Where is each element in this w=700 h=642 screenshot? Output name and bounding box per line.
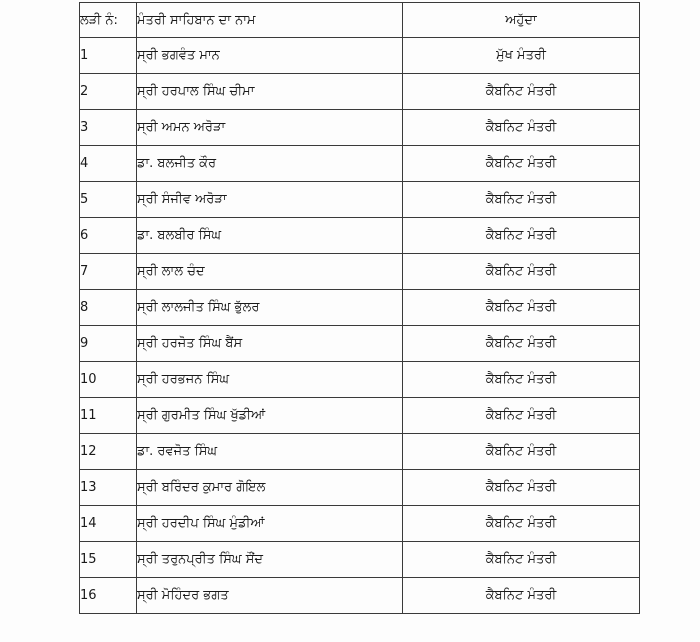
table-body <box>80 38 640 614</box>
table-header <box>80 3 640 38</box>
designation-cell: ਕੈਬਨਿਟ ਮੰਤਰੀ <box>403 110 640 146</box>
serial-number-cell: 3 <box>80 110 137 146</box>
designation-header: ਅਹੁੱਦਾ <box>403 3 640 38</box>
minister-name-cell: ਸ੍ਰੀ ਮੋਹਿੰਦਰ ਭਗਤ <box>137 578 403 614</box>
table-row <box>80 146 640 182</box>
table-row <box>80 38 640 74</box>
table-row <box>80 470 640 506</box>
designation-cell: ਕੈਬਨਿਟ ਮੰਤਰੀ <box>403 578 640 614</box>
minister-name-cell: ਸ੍ਰੀ ਲਾਲ ਚੰਦ <box>137 254 403 290</box>
serial-number-cell: 6 <box>80 218 137 254</box>
minister-name-cell: ਡਾ. ਬਲਜੀਤ ਕੌਰ <box>137 146 403 182</box>
minister-name-cell: ਸ੍ਰੀ ਸੰਜੀਵ ਅਰੋੜਾ <box>137 182 403 218</box>
minister-name-cell: ਸ੍ਰੀ ਹਰਜੋਤ ਸਿੰਘ ਬੈਂਸ <box>137 326 403 362</box>
table-row <box>80 290 640 326</box>
designation-cell: ਕੈਬਨਿਟ ਮੰਤਰੀ <box>403 362 640 398</box>
serial-number-cell: 14 <box>80 506 137 542</box>
table-row <box>80 398 640 434</box>
designation-cell: ਕੈਬਨਿਟ ਮੰਤਰੀ <box>403 326 640 362</box>
minister-name-cell: ਸ੍ਰੀ ਹਰਭਜਨ ਸਿੰਘ <box>137 362 403 398</box>
table-row <box>80 74 640 110</box>
minister-name-cell: ਡਾ. ਬਲਬੀਰ ਸਿੰਘ <box>137 218 403 254</box>
minister-name-cell: ਸ੍ਰੀ ਅਮਨ ਅਰੋੜਾ <box>137 110 403 146</box>
minister-name-cell: ਸ੍ਰੀ ਹਰਪਾਲ ਸਿੰਘ ਚੀਮਾ <box>137 74 403 110</box>
designation-cell: ਮੁੱਖ ਮੰਤਰੀ <box>403 38 640 74</box>
designation-cell: ਕੈਬਨਿਟ ਮੰਤਰੀ <box>403 542 640 578</box>
minister-name-cell: ਸ੍ਰੀ ਭਗਵੰਤ ਮਾਨ <box>137 38 403 74</box>
serial-number-cell: 8 <box>80 290 137 326</box>
table-row <box>80 506 640 542</box>
serial-number-cell: 5 <box>80 182 137 218</box>
serial-number-cell: 4 <box>80 146 137 182</box>
serial-number-cell: 13 <box>80 470 137 506</box>
serial-number-cell: 16 <box>80 578 137 614</box>
designation-cell: ਕੈਬਨਿਟ ਮੰਤਰੀ <box>403 290 640 326</box>
designation-cell: ਕੈਬਨਿਟ ਮੰਤਰੀ <box>403 434 640 470</box>
ministers-table <box>79 2 640 614</box>
serial-number-cell: 9 <box>80 326 137 362</box>
designation-cell: ਕੈਬਨਿਟ ਮੰਤਰੀ <box>403 506 640 542</box>
table-row <box>80 362 640 398</box>
serial-number-cell: 7 <box>80 254 137 290</box>
serial-number-cell: 15 <box>80 542 137 578</box>
designation-cell: ਕੈਬਨਿਟ ਮੰਤਰੀ <box>403 182 640 218</box>
table-row <box>80 434 640 470</box>
minister-name-cell: ਸ੍ਰੀ ਬਰਿੰਦਰ ਕੁਮਾਰ ਗੋਇਲ <box>137 470 403 506</box>
serial-number-cell: 10 <box>80 362 137 398</box>
table-row <box>80 218 640 254</box>
serial-number-header: ਲੜੀ ਨੰ: <box>80 3 137 38</box>
minister-name-cell: ਸ੍ਰੀ ਗੁਰਮੀਤ ਸਿੰਘ ਖੁੱਡੀਆਂ <box>137 398 403 434</box>
designation-cell: ਕੈਬਨਿਟ ਮੰਤਰੀ <box>403 398 640 434</box>
designation-cell: ਕੈਬਨਿਟ ਮੰਤਰੀ <box>403 218 640 254</box>
table-row <box>80 182 640 218</box>
minister-name-cell: ਡਾ. ਰਵਜੋਤ ਸਿੰਘ <box>137 434 403 470</box>
table-row <box>80 578 640 614</box>
header-row <box>80 3 640 38</box>
serial-number-cell: 11 <box>80 398 137 434</box>
serial-number-cell: 2 <box>80 74 137 110</box>
designation-cell: ਕੈਬਨਿਟ ਮੰਤਰੀ <box>403 470 640 506</box>
serial-number-cell: 1 <box>80 38 137 74</box>
serial-number-cell: 12 <box>80 434 137 470</box>
minister-name-cell: ਸ੍ਰੀ ਲਾਲਜੀਤ ਸਿੰਘ ਭੁੱਲਰ <box>137 290 403 326</box>
designation-cell: ਕੈਬਨਿਟ ਮੰਤਰੀ <box>403 254 640 290</box>
minister-name-header: ਮੰਤਰੀ ਸਾਹਿਬਾਨ ਦਾ ਨਾਮ <box>137 3 403 38</box>
minister-name-cell: ਸ੍ਰੀ ਤਰੁਨਪ੍ਰੀਤ ਸਿੰਘ ਸੌਂਦ <box>137 542 403 578</box>
designation-cell: ਕੈਬਨਿਟ ਮੰਤਰੀ <box>403 74 640 110</box>
minister-name-cell: ਸ੍ਰੀ ਹਰਦੀਪ ਸਿੰਘ ਮੁੰਡੀਆਂ <box>137 506 403 542</box>
table-row <box>80 254 640 290</box>
designation-cell: ਕੈਬਨਿਟ ਮੰਤਰੀ <box>403 146 640 182</box>
table-row <box>80 326 640 362</box>
table-row <box>80 542 640 578</box>
table-row <box>80 110 640 146</box>
